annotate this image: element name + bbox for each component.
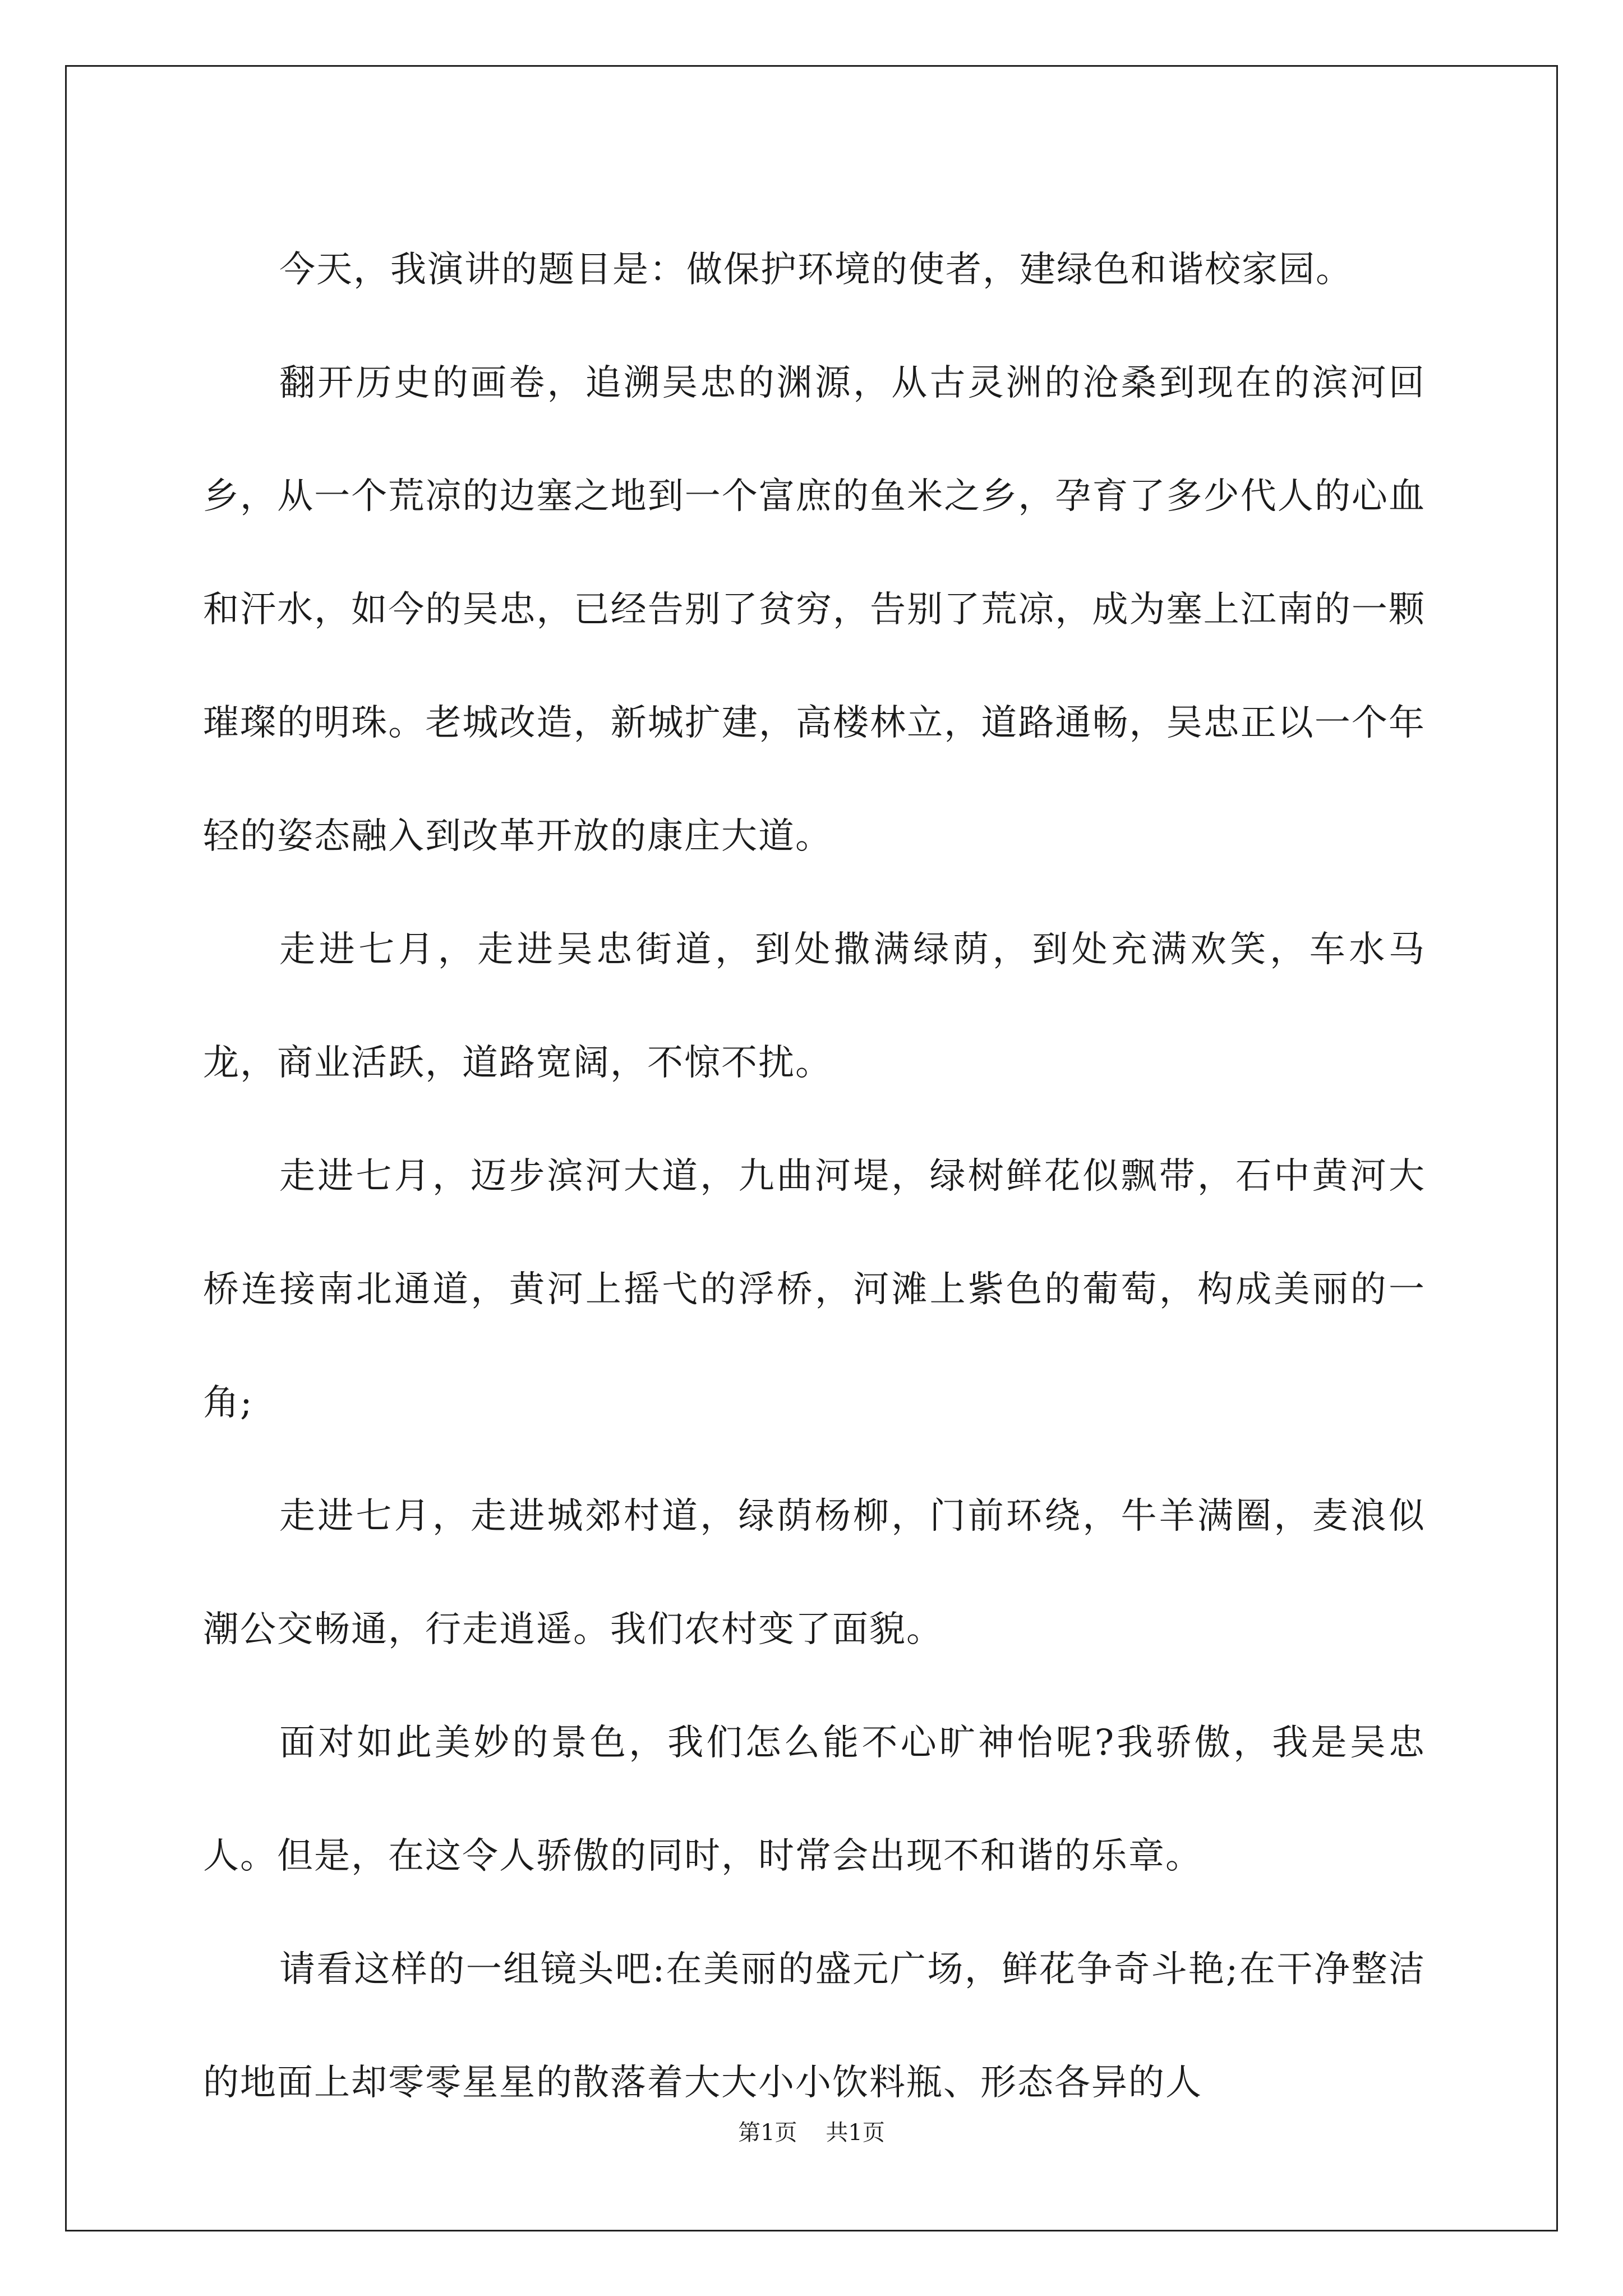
page-total: 共1页 <box>826 2120 885 2146</box>
paragraph-3: 走进七月，走进吴忠街道，到处撒满绿荫，到处充满欢笑，车水马龙，商业活跃，道路宽阔，不惊不扰。 <box>203 929 1426 1084</box>
paragraph-4: 走进七月，迈步滨河大道，九曲河堤，绿树鲜花似飘带，石中黄河大桥连接南北通道，黄河上摇弋的浮桥，河滩上紫色的葡萄，构成美丽的一角; <box>203 1156 1426 1424</box>
paragraph-7: 请看这样的一组镜头吧:在美丽的盛元广场，鲜花争奇斗艳;在干净整洁的地面上却零零星星的散落着大大小小饮料瓶、形态各异的人 <box>203 1949 1426 2104</box>
paragraph-6: 面对如此美妙的景色，我们怎么能不心旷神怡呢?我骄傲，我是吴忠人。但是，在这令人骄傲的同时，时常会出现不和谐的乐章。 <box>203 1722 1426 1877</box>
document-body <box>203 213 1426 2139</box>
paragraph-2: 翻开历史的画卷，追溯吴忠的渊源，从古灵洲的沧桑到现在的滨河回乡，从一个荒凉的边塞之地到一个富庶的鱼米之乡，孕育了多少代人的心血和汗水，如今的吴忠，已经告别了贫穷，告别了荒凉，成为塞上江南的一颗璀璨的明珠。老城改造，新城扩建，高楼林立，道路通畅，吴忠正以一个年轻的姿态融入到改革开放的康庄大道。 <box>203 362 1426 857</box>
page-footer <box>0 2115 1623 2147</box>
paragraph-5: 走进七月，走进城郊村道，绿荫杨柳，门前环绕，牛羊满圈，麦浪似潮公交畅通，行走逍遥。我们农村变了面貌。 <box>203 1496 1426 1650</box>
paragraph-1: 今天，我演讲的题目是：做保护环境的使者，建绿色和谐校家园。 <box>279 249 1353 291</box>
page-number: 第1页 <box>738 2120 797 2146</box>
